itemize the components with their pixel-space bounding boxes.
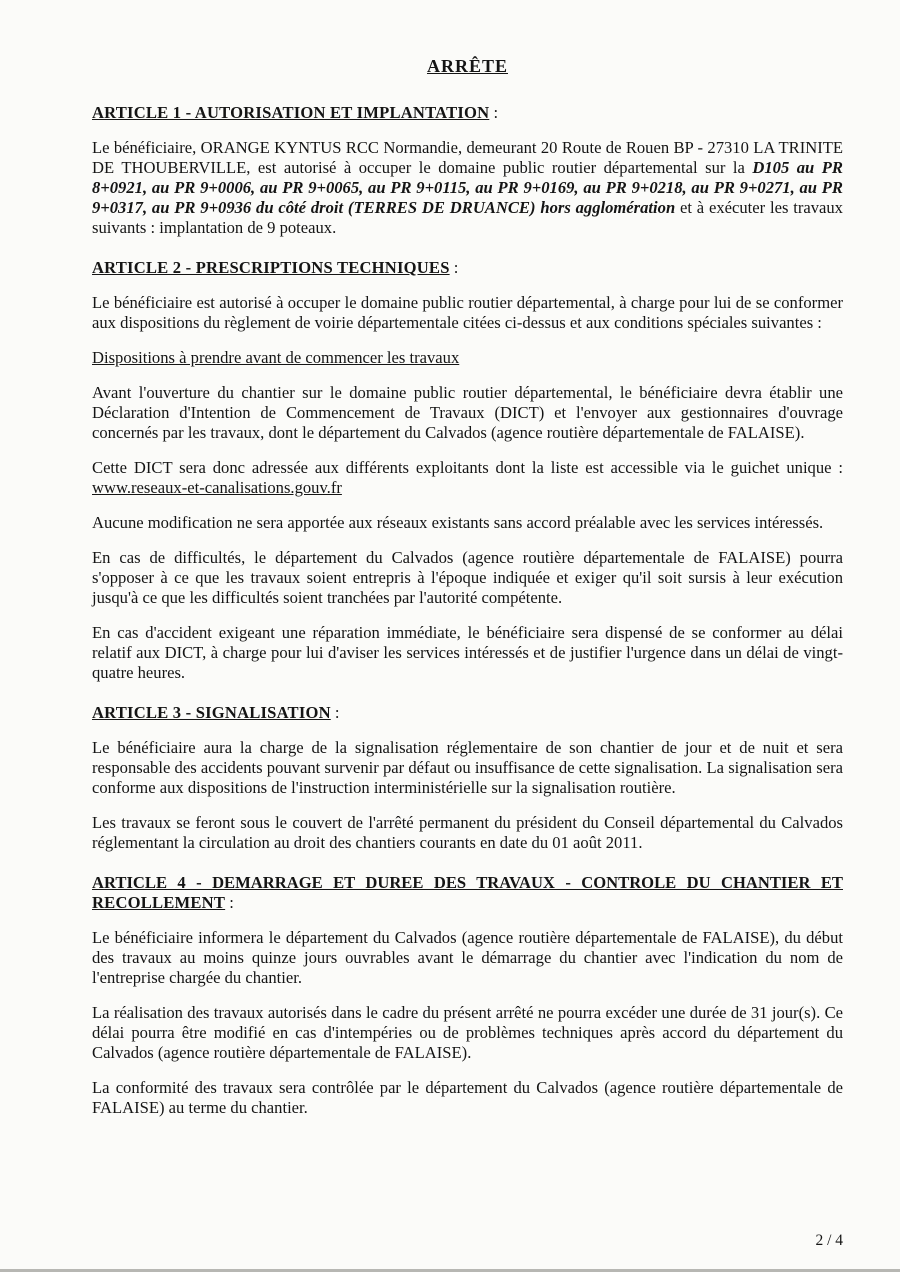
text-run: Cette DICT sera donc adressée aux différents exploitants dont la liste est accessible via le guichet unique : <box>92 458 843 477</box>
article-2-paragraph-3 <box>92 458 843 498</box>
article-1-section <box>92 103 843 238</box>
article-2-paragraph-6: En cas d'accident exigeant une réparation immédiate, le bénéficiaire sera dispensé de se conformer au délai relatif aux DICT, à charge pour lui d'aviser les services intéressés et de justifier l'urgence dans un délai de vingt-quatre heures. <box>92 623 843 682</box>
article-2-paragraph-5: En cas de difficultés, le département du Calvados (agence routière départementale de FALAISE) pourra s'opposer à ce que les travaux soient entrepris à l'époque indiquée et exiger qu'il soit sursis à leur exécution jusqu'à ce que les difficultés soient tranchées par l'autorité compétente. <box>92 548 843 607</box>
heading-colon: : <box>449 258 459 277</box>
page-number: 2 / 4 <box>815 1232 843 1249</box>
article-2-section <box>92 258 843 683</box>
article-4-paragraph-1: Le bénéficiaire informera le département du Calvados (agence routière départementale de FALAISE), du début des travaux au moins quinze jours ouvrables avant le démarrage du chantier avec l'indication du nom de l'entreprise chargée du chantier. <box>92 928 843 987</box>
article-3-paragraph-1: Le bénéficiaire aura la charge de la signalisation réglementaire de son chantier de jour et de nuit et sera responsable des accidents pouvant survenir par défaut ou insuffisance de cette signalisation. La signalisation sera conforme aux dispositions de l'instruction interministérielle sur la signalisation routière. <box>92 738 843 797</box>
article-4-paragraph-2: La réalisation des travaux autorisés dans le cadre du présent arrêté ne pourra excéder une durée de 31 jour(s). Ce délai pourra être modifié en cas d'intempéries ou de problèmes techniques après accord du département du Calvados (agence routière départementale de FALAISE). <box>92 1003 843 1062</box>
article-4-heading <box>92 873 843 913</box>
heading-colon: : <box>225 893 234 912</box>
article-1-paragraph <box>92 138 843 238</box>
article-4-section <box>92 873 843 1118</box>
text-run-bold-italic: D105 au PR 8+0921, au PR 9+0006, au PR 9+0065, au PR 9+0115, au PR 9+0169, au PR 9+0218, au PR 9+0271, au PR 9+0317, au PR 9+0936 du côté droit (TERRES DE DRUANCE) hors agglomération <box>92 158 843 217</box>
text-run: Le bénéficiaire, ORANGE KYNTUS RCC Normandie, demeurant 20 Route de Rouen BP - 27310 LA TRINITE DE THOUBERVILLE, est autorisé à occuper le domaine public routier départemental sur la <box>92 138 843 177</box>
heading-colon: : <box>330 703 340 722</box>
article-3-paragraph-2: Les travaux se feront sous le couvert de l'arrêté permanent du président du Conseil départemental du Calvados réglementant la circulation au droit des chantiers courants en date du 01 août 2011. <box>92 813 843 852</box>
article-1-heading-text: ARTICLE 1 - AUTORISATION ET IMPLANTATION <box>92 103 490 122</box>
guichet-unique-link[interactable]: www.reseaux-et-canalisations.gouv.fr <box>92 478 342 497</box>
article-2-subheading <box>92 348 843 368</box>
article-4-heading-line1: ARTICLE 4 - DEMARRAGE ET DUREE DES TRAVAUX - CONTROLE DU CHANTIER ET <box>92 873 843 892</box>
article-4-heading-line2: RECOLLEMENT <box>92 893 226 912</box>
article-3-heading <box>92 703 843 723</box>
article-3-section <box>92 703 843 853</box>
article-1-heading <box>92 103 843 123</box>
article-2-subheading-text: Dispositions à prendre avant de commencer les travaux <box>92 348 460 367</box>
article-3-heading-text: ARTICLE 3 - SIGNALISATION <box>92 703 331 722</box>
document-title <box>92 56 843 77</box>
article-2-heading-text: ARTICLE 2 - PRESCRIPTIONS TECHNIQUES <box>92 258 450 277</box>
heading-colon: : <box>489 103 499 122</box>
article-2-paragraph-2: Avant l'ouverture du chantier sur le domaine public routier départemental, le bénéficiaire devra établir une Déclaration d'Intention de Commencement de Travaux (DICT) et l'envoyer aux gestionnaires d'ouvrage concernés par les travaux, dont le département du Calvados (agence routière départementale de FALAISE). <box>92 383 843 442</box>
article-4-paragraph-3: La conformité des travaux sera contrôlée par le département du Calvados (agence routière départementale de FALAISE) au terme du chantier. <box>92 1078 843 1117</box>
article-2-paragraph-1: Le bénéficiaire est autorisé à occuper le domaine public routier départemental, à charge pour lui de se conformer aux dispositions du règlement de voirie départementale citées ci-dessus et aux conditions spéciales suivantes : <box>92 293 843 332</box>
document-title-text: ARRÊTE <box>426 56 508 76</box>
article-2-paragraph-4: Aucune modification ne sera apportée aux réseaux existants sans accord préalable avec les services intéressés. <box>92 513 824 532</box>
text-run: et à exécuter les travaux suivants : implantation de 9 poteaux. <box>92 198 843 237</box>
article-2-heading <box>92 258 843 278</box>
